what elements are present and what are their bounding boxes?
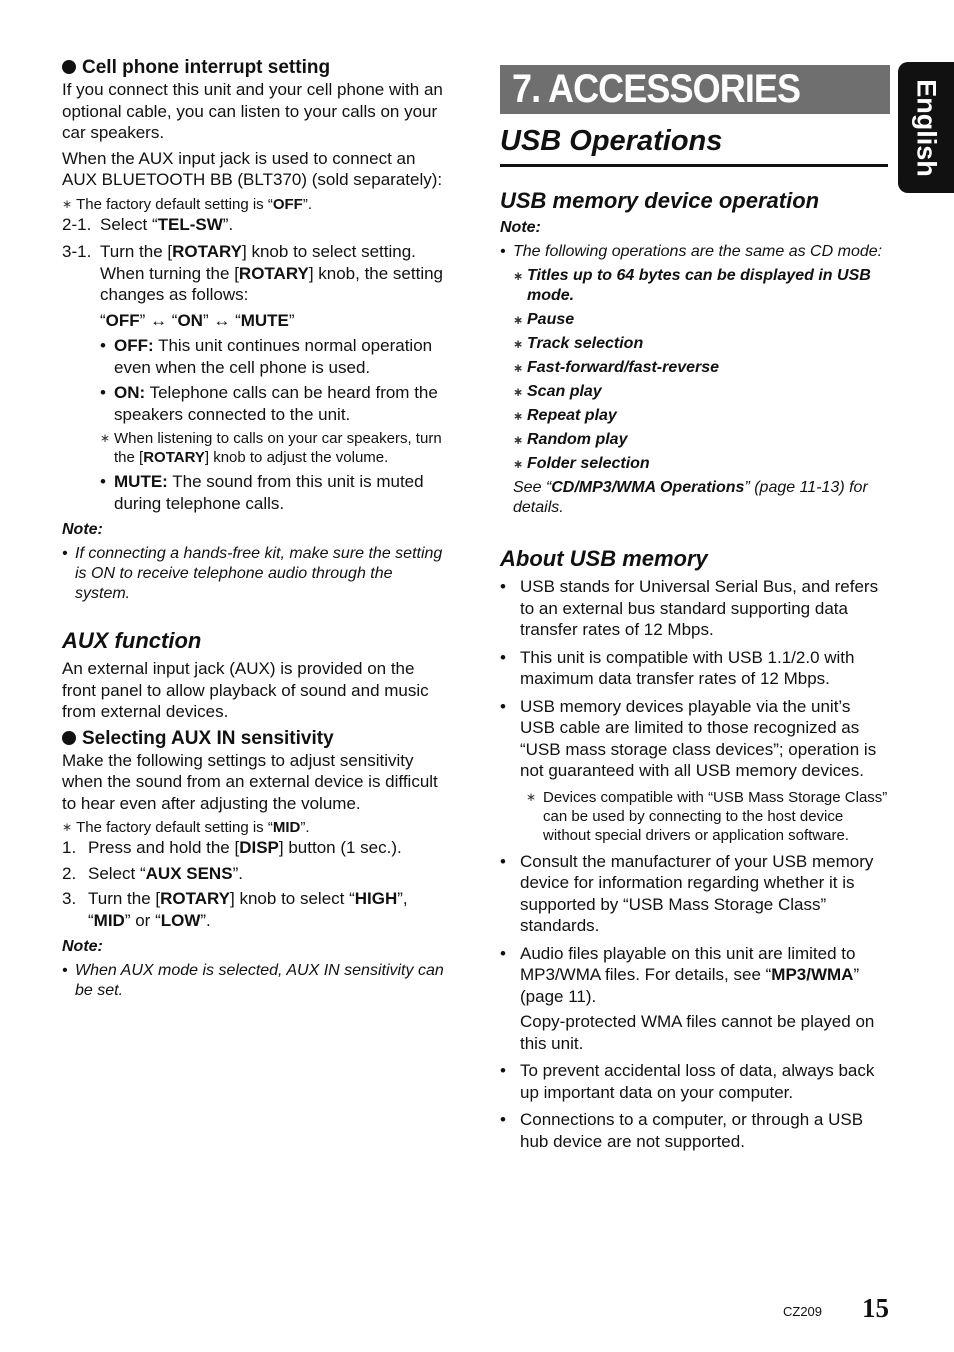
asterisk-icon: ∗ [513, 361, 524, 375]
list-item: ∗ Titles up to 64 bytes can be displayed in USB mode. [513, 267, 871, 304]
right-column [500, 188, 890, 1152]
aux-sensitivity-text: Make the following settings to adjust sensitivity when the sound from an external device is difficult to hear even after adjusting the volume. [62, 750, 438, 813]
asterisk-icon: ∗ [513, 269, 524, 283]
cell-phone-heading: Cell phone interrupt setting [62, 56, 452, 79]
asterisk-icon: ∗ [62, 820, 73, 834]
setting-on-note: ∗ When listening to calls on your car speakers, turn the [ROTARY] knob to adjust the volume. [100, 430, 442, 466]
bullet-icon: • [500, 243, 506, 260]
usb-cd-mode-list [500, 266, 890, 518]
usb-operation-heading: USB memory device operation [500, 188, 820, 213]
asterisk-icon: ∗ [513, 433, 524, 447]
page-number: 15 [862, 1293, 889, 1323]
double-arrow-icon: ↔ [150, 310, 168, 330]
about-bullet-5-extra: Copy-protected WMA files cannot be played on this unit. [520, 1012, 875, 1053]
setting-sequence: “OFF” ↔ “ON” ↔ “MUTE” [100, 310, 295, 330]
bullet-icon: • [500, 943, 506, 963]
cell-phone-note-label: Note: [62, 521, 103, 538]
cell-phone-note: • If connecting a hands-free kit, make sure the setting is ON to receive telephone audio through the system. [62, 545, 443, 602]
setting-on-item: • ON: Telephone calls can be heard from the speakers connected to the unit. [100, 383, 438, 424]
list-item: ∗ Scan play [513, 383, 602, 400]
list-item: ∗ Repeat play [513, 407, 617, 424]
about-bullet-7: • Connections to a computer, or through a USB hub device are not supported. [500, 1110, 864, 1151]
list-item: ∗ Track selection [513, 335, 644, 352]
asterisk-icon: ∗ [513, 385, 524, 399]
aux-sensitivity-heading: Selecting AUX IN sensitivity [62, 727, 452, 750]
list-item: ∗ Folder selection [513, 455, 650, 472]
bullet-icon: • [500, 696, 506, 716]
setting-off-item: • OFF: This unit continues normal operation even when the cell phone is used. [100, 336, 433, 377]
usb-note-label: Note: [500, 219, 541, 236]
bullet-icon: • [500, 647, 506, 667]
double-arrow-icon: ↔ [213, 310, 231, 330]
asterisk-icon: ∗ [513, 457, 524, 471]
bullet-icon: • [62, 545, 68, 562]
section-title: USB Operations [500, 124, 888, 167]
cell-phone-factory-default: ∗ The factory default setting is “OFF”. [62, 195, 312, 213]
cell-phone-step-3-1: 3-1. Turn the [ROTARY] knob to select setting. When turning the [ROTARY] knob, the setting changes as follows: [62, 242, 444, 304]
bullet-icon: • [100, 472, 106, 491]
list-item: ∗ Fast-forward/fast-reverse [513, 359, 720, 376]
about-bullet-5: • Audio files playable on this unit are limited to MP3/WMA files. For details, see “MP3/WMA” (page 11). [500, 943, 860, 1006]
language-tab-label: English [911, 78, 942, 177]
aux-factory-default: ∗ The factory default setting is “MID”. [62, 819, 310, 836]
aux-step-3: 3. Turn the [ROTARY] knob to select “HIGH”, “MID” or “LOW”. [62, 889, 408, 930]
bullet-icon: • [62, 962, 68, 979]
bullet-icon [62, 731, 76, 745]
bullet-icon [62, 60, 76, 74]
about-bullet-3-note: ∗ Devices compatible with “USB Mass Storage Class” can be used by connecting to the host device without special drivers or application software. [526, 788, 888, 844]
asterisk-icon: ∗ [100, 431, 111, 445]
usb-note-intro: • The following operations are the same as CD mode: [500, 243, 883, 260]
chapter-title: 7. ACCESSORIES [512, 67, 801, 111]
aux-intro: An external input jack (AUX) is provided on the front panel to allow playback of sound and music from external devices. [62, 659, 429, 721]
chapter-title-bar [500, 65, 890, 114]
cell-phone-intro: If you connect this unit and your cell phone with an optional cable, you can listen to your calls on your car speakers. [62, 80, 443, 142]
about-bullet-1: • USB stands for Universal Serial Bus, and refers to an external bus standard supporting data transfer rates of 12 Mbps. [500, 577, 879, 639]
bullet-icon: • [500, 1110, 506, 1129]
aux-step-1: 1. Press and hold the [DISP] button (1 sec.). [62, 838, 402, 857]
aux-note-label: Note: [62, 938, 103, 955]
asterisk-icon: ∗ [513, 337, 524, 351]
asterisk-icon: ∗ [513, 409, 524, 423]
bullet-icon: • [500, 1061, 506, 1080]
list-item: ∗ Random play [513, 431, 628, 448]
cell-phone-step-2-1: 2-1. Select “TEL-SW”. [62, 214, 234, 234]
about-bullet-3: • USB memory devices playable via the unit’s USB cable are limited to those recognized as “USB mass storage class devices”; operation is not guaranteed with all USB memory devices. [500, 696, 877, 780]
bullet-icon: • [100, 383, 106, 402]
cell-phone-aux-text: When the AUX input jack is used to connect an AUX BLUETOOTH BB (BLT370) (sold separately): [62, 148, 443, 189]
about-bullet-4: • Consult the manufacturer of your USB memory device for information regarding whether it is supported by “USB Mass Storage Class” standards. [500, 851, 874, 935]
aux-function-heading: AUX function [62, 628, 202, 653]
about-bullet-2: • This unit is compatible with USB 1.1/2.0 with maximum data transfer rates of 12 Mbps. [500, 647, 855, 688]
left-column [62, 56, 452, 1001]
model-code: CZ209 [783, 1304, 823, 1319]
bullet-icon: • [500, 851, 506, 871]
about-usb-heading: About USB memory [500, 546, 708, 571]
setting-mute-item: • MUTE: The sound from this unit is muted during telephone calls. [100, 472, 424, 513]
aux-step-2: 2. Select “AUX SENS”. [62, 863, 243, 883]
bullet-icon: • [100, 336, 106, 355]
about-bullet-6: • To prevent accidental loss of data, always back up important data on your computer. [500, 1061, 875, 1102]
list-item: ∗ Pause [513, 311, 575, 328]
asterisk-icon: ∗ [62, 196, 73, 211]
usb-see-reference: See “CD/MP3/WMA Operations” (page 11-13) for details. [513, 479, 868, 516]
aux-note: • When AUX mode is selected, AUX IN sensitivity can be set. [62, 962, 444, 999]
asterisk-icon: ∗ [526, 789, 537, 804]
language-tab [898, 62, 954, 193]
asterisk-icon: ∗ [513, 313, 524, 327]
bullet-icon: • [500, 577, 506, 596]
